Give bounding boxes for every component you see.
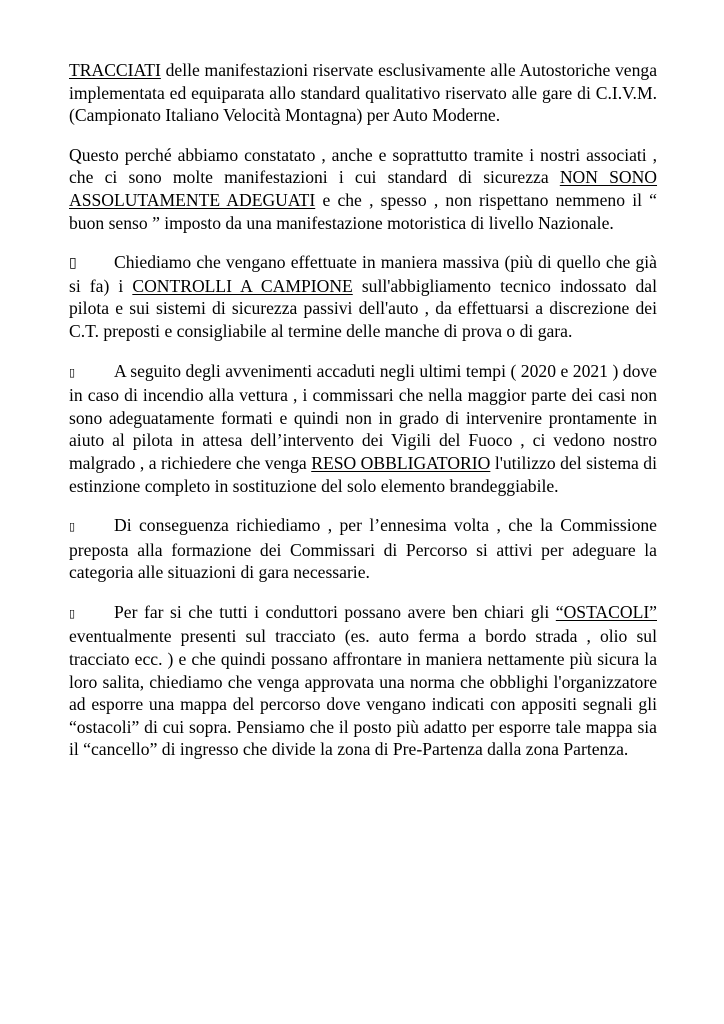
bullet-item-controlli (69, 251, 657, 342)
unknown-glyph-icon: ▯ (69, 606, 76, 620)
unknown-glyph-icon: ▯ (69, 365, 76, 379)
document-page (69, 59, 657, 778)
bullet-text: Di conseguenza richiediamo , per l’ennesima volta , che la Commissione preposta alla formazione dei Commissari di Percorso si attivi per adeguare la categoria alle situazioni di gara necessarie. (69, 515, 657, 583)
paragraph-constatato (69, 144, 657, 234)
paragraph-text: delle manifestazioni riservate esclusivamente alle Autostoriche venga implementata ed equiparata allo standard qualitativo riservato alle gare di C.I.V.M. (Campionato Italiano Velocità Montagna) per Auto Moderne. (69, 60, 657, 126)
bullet-item-commissione (69, 514, 657, 584)
underlined-emphasis-ostacoli: “OSTACOLI” (555, 601, 657, 622)
bullet-item-ostacoli (69, 601, 657, 761)
bullet-text: l'utilizzo del sistema di estinzione completo in sostituzione del solo elemento brandeggiabile. (69, 452, 657, 496)
unknown-glyph-icon: ▯ (69, 520, 76, 534)
paragraph-tracciati (69, 59, 657, 127)
bullet-text: eventualmente presenti sul tracciato (es. auto ferma a bordo strada , olio sul tracciato ecc. ) e che quindi possano affrontare in maniera nettamente più sicura la loro salita, chiediamo che venga approvata una norma che obblighi l'organizzatore ad esporre una mappa del percorso dove vengano indicati con appositi segnali gli “ostacoli” di cui sopra. Pensiamo che il posto più adatto per esporre tale mappa sia il “cancello” di ingresso che divide la zona di Pre-Partenza dalla zona Partenza. (69, 626, 657, 760)
bullet-text: sull'abbigliamento tecnico indossato dal pilota e sui sistemi di sicurezza passivi dell'auto , da effettuarsi a discrezione dei C.T. preposti e consigliabile al termine delle manche di prova o di gara. (69, 275, 657, 341)
bullet-item-estinzione (69, 360, 657, 498)
paragraph-text: Questo perché abbiamo constatato , anche e soprattutto tramite i nostri associati , che ci sono molte manifestazioni i cui standard di sicurezza (69, 144, 657, 188)
bullet-text: A seguito degli avvenimenti accaduti negli ultimi tempi ( 2020 e 2021 ) dove in caso di incendio alla vettura , i commissari che nella maggior parte dei casi non sono adeguatamente formati e quindi non in grado di intervenire prontamente in aiuto al pilota in attesa dell’intervento dei Vigili del Fuoco , ci vedono nostro malgrado , a richiedere che venga (69, 360, 657, 473)
unknown-glyph-icon: ▯ (69, 255, 77, 272)
underlined-emphasis-non-adeguati: NON SONO ASSOLUTAMENTE ADEGUATI (69, 167, 658, 210)
paragraph-text: e che , spesso , non rispettano nemmeno il “ buon senso ” imposto da una manifestazione motoristica di livello Nazionale. (69, 189, 657, 233)
bullet-text: Chiediamo che vengano effettuate in maniera massiva (più di quello che già si fa) i (69, 252, 657, 296)
bullet-text: Per far si che tutti i conduttori possano avere ben chiari gli (114, 601, 556, 622)
underlined-heading-tracciati: TRACCIATI (69, 60, 161, 80)
underlined-emphasis-controlli: CONTROLLI A CAMPIONE (132, 275, 353, 296)
underlined-emphasis-obbligatorio: RESO OBBLIGATORIO (311, 452, 491, 473)
